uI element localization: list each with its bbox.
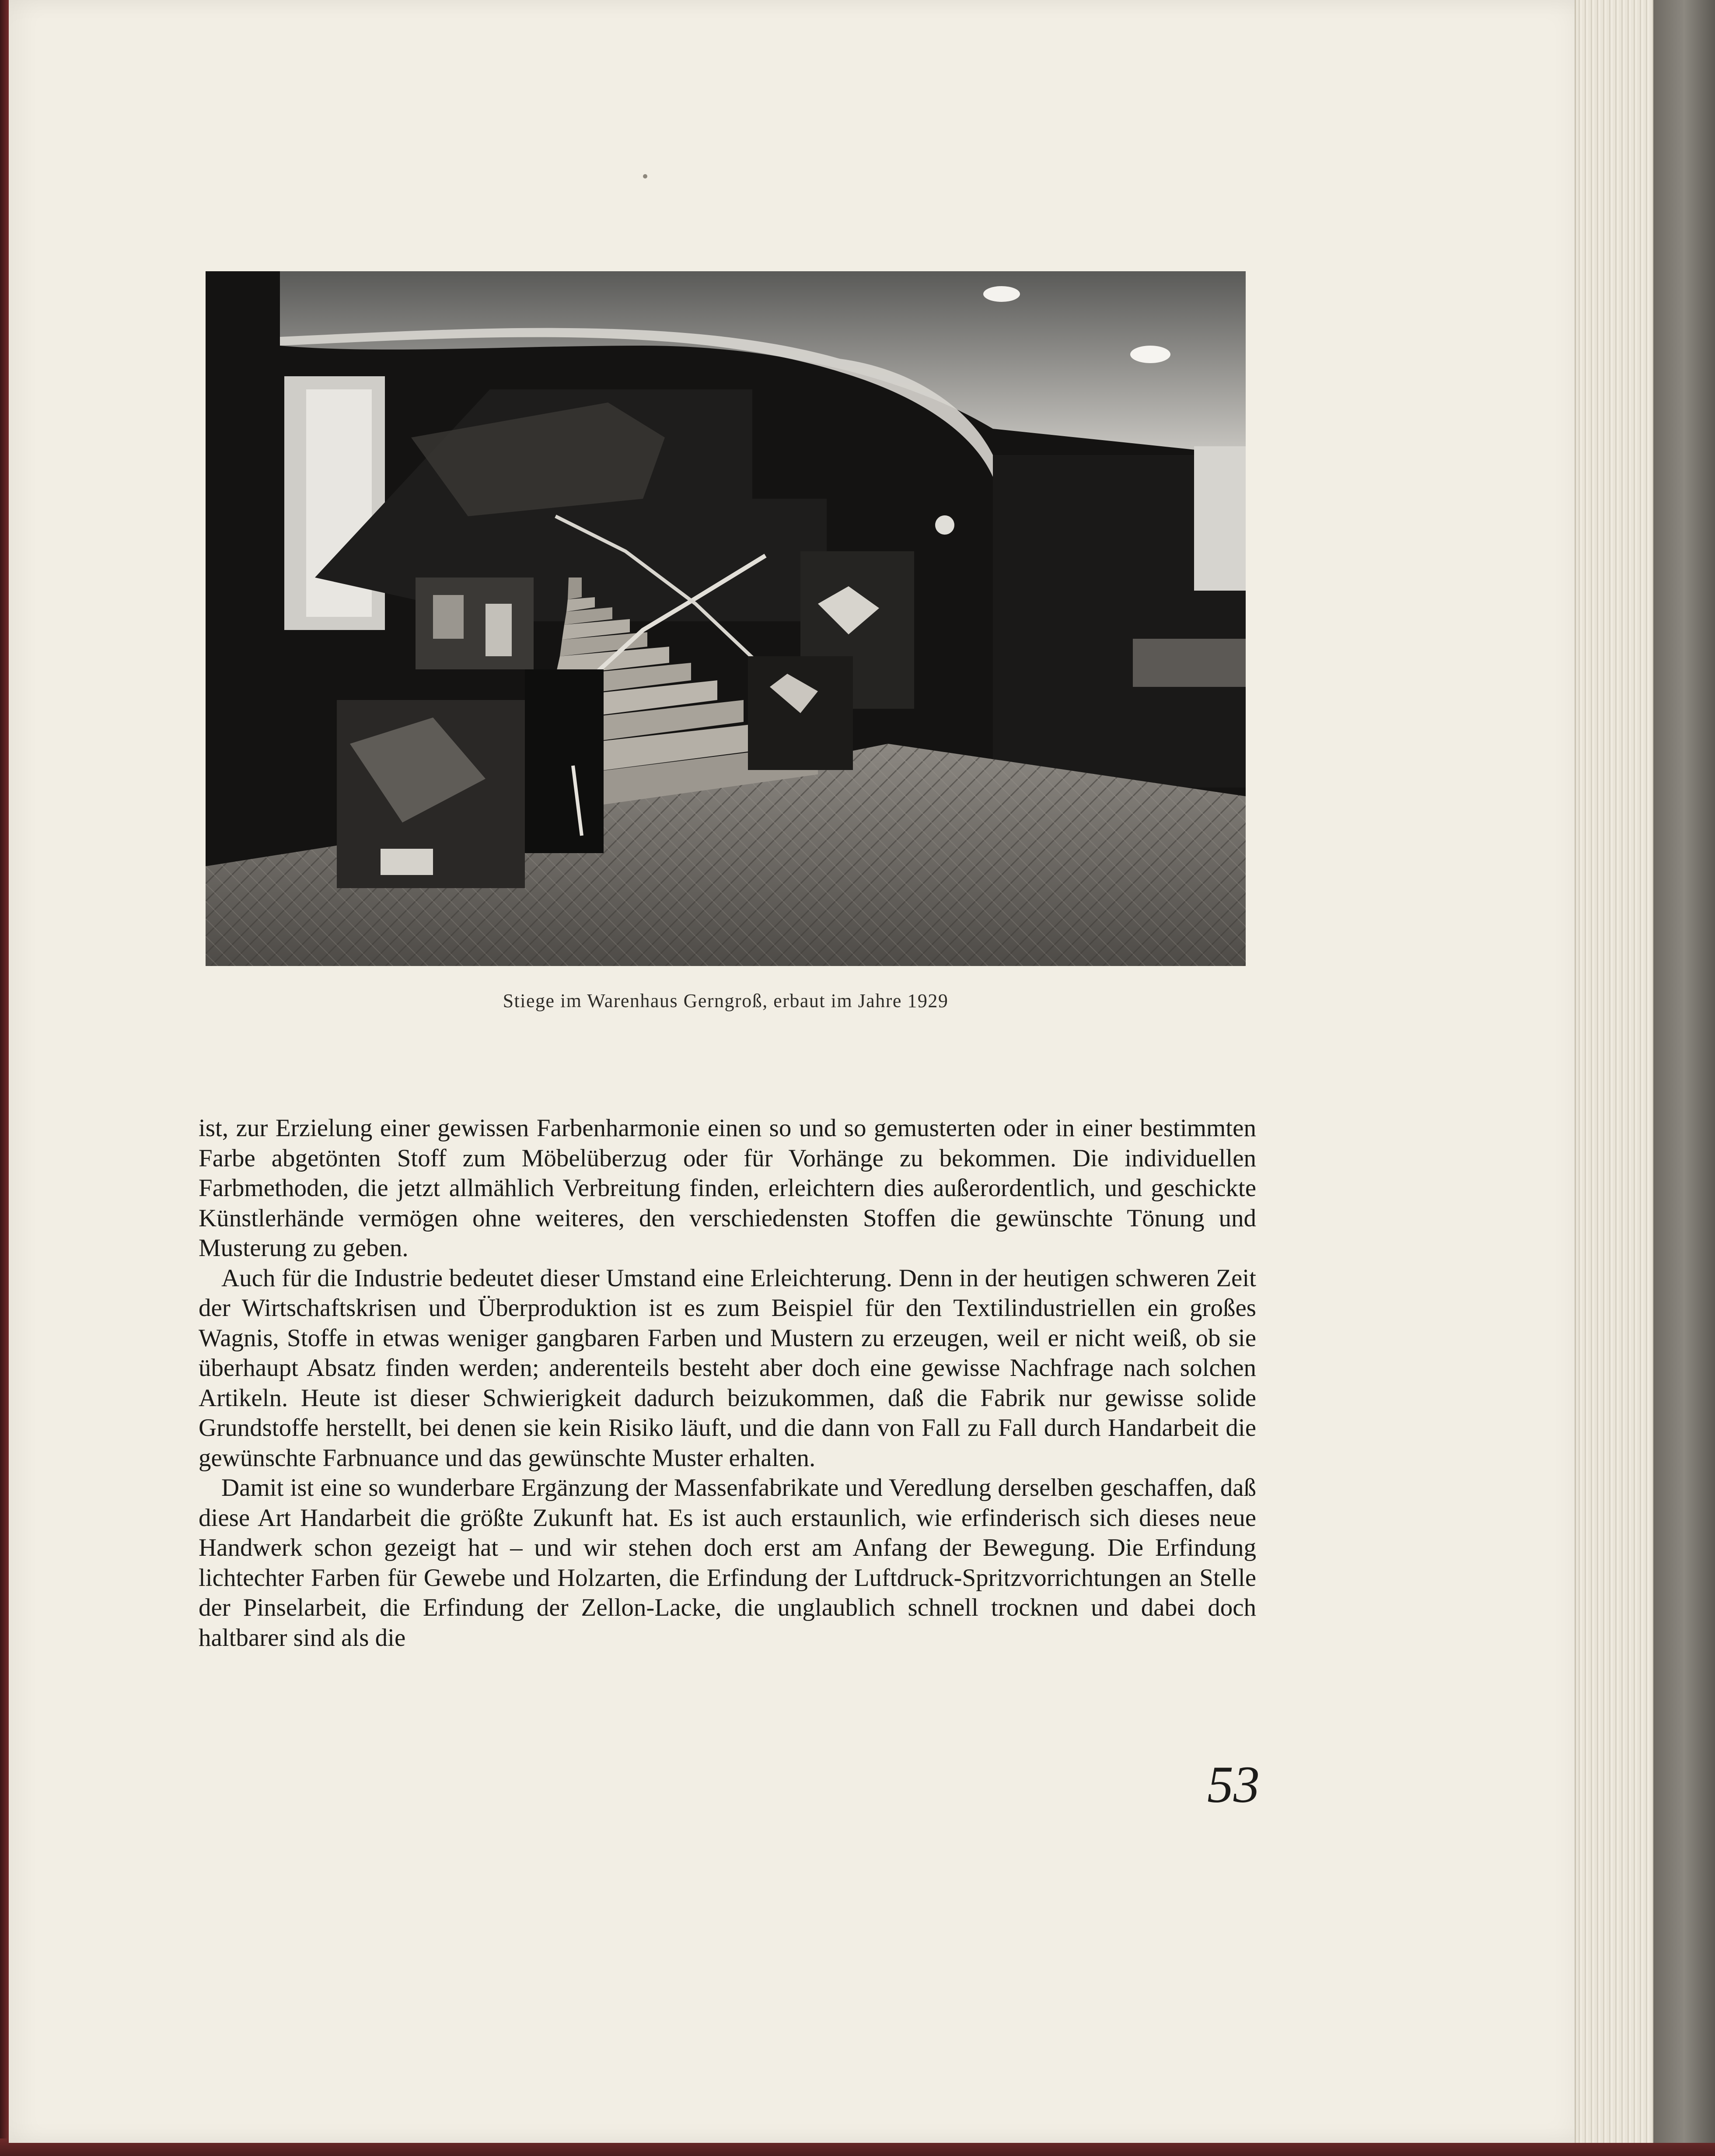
paragraph: Damit ist eine so wunderbare Ergänzung der Massenfabrikate und Veredlung derselben geschaffen, daß diese Art Handarbeit die größte Zukunft hat. Es ist auch erstaunlich, wie erfinderisch sich dieses neue Handwerk schon gezeigt hat – und wir stehen doch erst am Anfang der Bewegung. Die Erfindung lichtechter Farben für Gewebe und Holzarten, die Erfindung der Luftdruck-Spritzvorrichtungen an Stelle der Pinselarbeit, die Erfindung der Zellon-Lacke, die unglaublich schnell trocknen und dabei doch haltbarer sind als die bbox=[199, 1474, 1256, 1652]
paragraph: Auch für die Industrie bedeutet dieser Umstand eine Erleichterung. Denn in der heutigen schweren Zeit der Wirtschaftskrisen und Überproduktion ist es zum Beispiel für den Textilindustriellen ein großes Wagnis, Stoffe in etwas weniger gangbaren Farben und Mustern zu erzeugen, weil er nicht weiß, ob sie überhaupt Absatz finden werden; anderenteils besteht aber doch eine gewisse Nachfrage nach solchen Artikeln. Heute ist dieser Schwierigkeit dadurch beizukommen, daß die Fabrik nur gewisse solide Grundstoffe herstellt, bei denen sie kein Risiko läuft, und die dann von Fall zu Fall durch Handarbeit die gewünschte Farbnuance und das gewünschte Muster erhalten. bbox=[199, 1264, 1256, 1472]
staircase-photograph bbox=[206, 271, 1246, 966]
paragraph: ist, zur Erzielung einer gewissen Farbenharmonie einen so und so gemusterten oder in einer bestimmten Farbe abgetönten Stoff zum Möbelüberzug oder für Vorhänge zu bekommen. Die individuellen Farbmethoden, die jetzt allmählich Verbreitung finden, erleichtern dies außerordentlich, und geschickte Künstlerhände vermögen ohne weiteres, den verschiedensten Stoffen die gewünschte Tönung und Musterung zu geben. bbox=[199, 1114, 1256, 1262]
book-board-edge bbox=[1653, 0, 1715, 2143]
dust-speck bbox=[643, 174, 647, 178]
figure-caption: Stiege im Warenhaus Gerngroß, erbaut im Jahre 1929 bbox=[503, 990, 949, 1012]
staircase-photograph-image bbox=[206, 271, 1246, 966]
page-edges bbox=[1575, 0, 1655, 2143]
body-text bbox=[199, 1113, 1256, 1653]
page-number: 53 bbox=[1207, 1755, 1260, 1813]
